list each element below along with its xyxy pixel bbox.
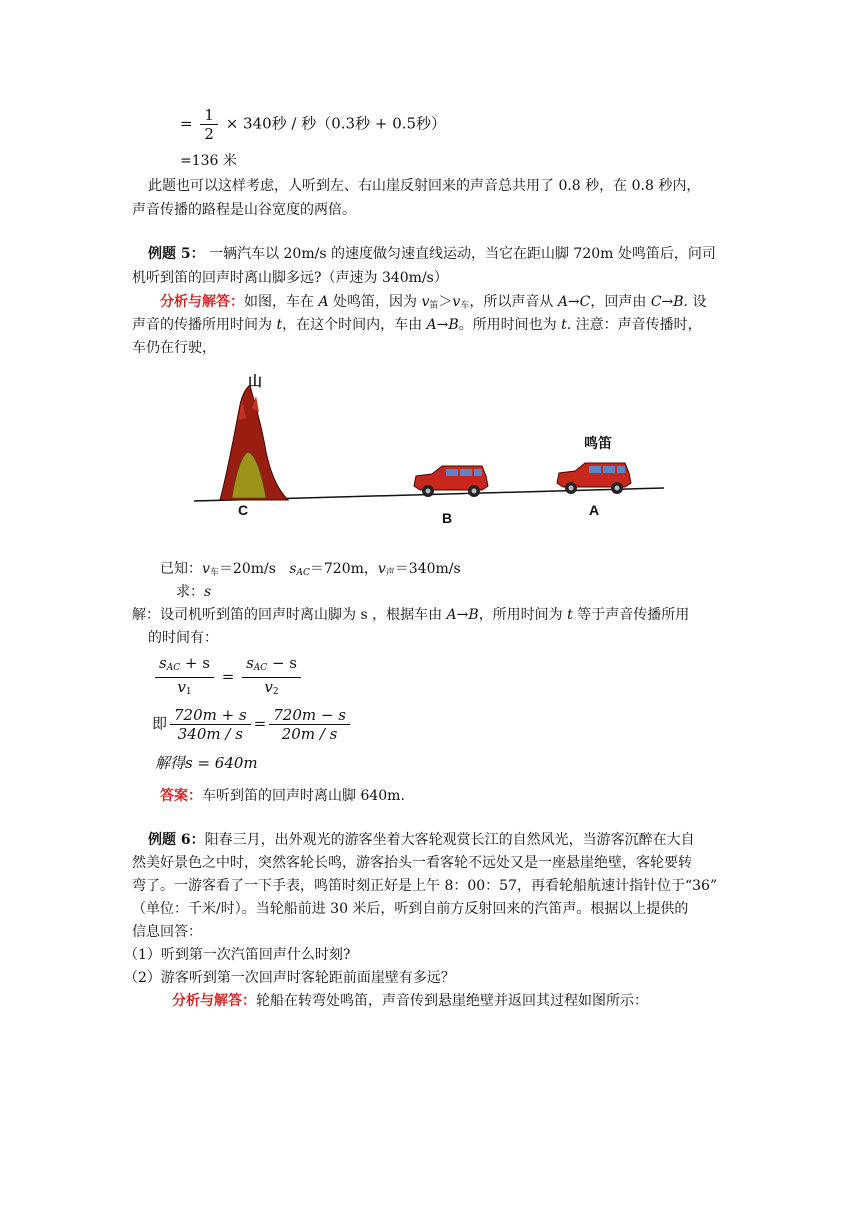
ex6-line-5: 信息回答： <box>132 924 202 940</box>
formula-1: $\frac{s_{AC} + s}{v_1}$ = $\frac{s_{AC} - s}{v_2}$ <box>152 654 304 701</box>
ex5-question-line-2: 机听到笛的回声时离山脚多远?（声速为 340m/s） <box>132 270 448 286</box>
eq-rest: × 340秒 / 秒（0.3秒 + 0.5秒） <box>225 114 447 133</box>
answer-label: 答案： <box>160 788 202 804</box>
ex5-analysis-line-3: 车仍在行驶， <box>132 340 216 356</box>
answer-line: 答案：车听到笛的回声时离山脚 640m. <box>160 788 405 804</box>
ex5-label: 例题 5： <box>148 246 205 262</box>
eq-prefix: = <box>180 114 193 133</box>
ex6-line-1: 例题 6：阳春三月，出外观光的游客坐着大客轮观赏长江的自然风光，当游客沉醉在大自 <box>148 832 695 848</box>
ex6-line-4: （单位：千米/时）。当轮船前进 30 米后，听到自前方反射回来的汽笛声。根据以上提供的 <box>132 901 689 917</box>
analysis-label: 分析与解答： <box>160 294 244 310</box>
ex5-analysis-line-2: 声音的传播所用时间为 t，在这个时间内，车由 A→B。所用时间也为 t. 注意：声音传播时， <box>132 317 702 333</box>
ex6-line-3: 弯了。一游客看了一下手表，鸣笛时刻正好是上午 8：00：57，再看轮船航速计指针位于“36” <box>132 878 718 894</box>
point-a-label: A <box>589 502 600 518</box>
ex6-analysis-label: 分析与解答： <box>172 993 256 1009</box>
top-equation <box>180 106 446 143</box>
ex6-label: 例题 6： <box>148 832 205 848</box>
result-line: =136 米 <box>180 153 237 169</box>
note-line-2: 声音传播的路程是山谷宽度的两倍。 <box>132 202 356 218</box>
formula-2: 即 $\frac{720m + s}{340m / s}$ = $\frac{720m - s}{20m / s}$ <box>152 706 353 743</box>
find-line: 求：s <box>176 584 212 600</box>
known-line: 已知：$v_车=20m/s$ $s_{AC}=720m$，$v_声=340m/s$ <box>160 561 461 578</box>
solution-line-2: 的时间有： <box>148 630 218 646</box>
ex6-question-2: （2）游客听到第一次回声时客轮距前面崖壁有多远？ <box>124 970 455 986</box>
mountain-car-diagram <box>180 360 680 530</box>
point-c-label: C <box>238 502 249 518</box>
ex5-analysis-line-1: 分析与解答：如图，车在 A 处鸣笛，因为 $v_笛>v_车$，所以声音从 A→C，回声由 C→B. 设 <box>160 294 707 311</box>
point-b-label: B <box>442 510 453 526</box>
ex6-analysis: 分析与解答：轮船在转弯处鸣笛，声音传到悬崖绝壁并返回其过程如图所示： <box>172 993 648 1009</box>
ex5-question-line-1: 例题 5： 一辆汽车以 20m/s 的速度做匀速直线运动，当它在距山脚 720m 处鸣笛后，问司 <box>148 246 716 262</box>
horn-label: 鸣笛 <box>584 435 612 451</box>
fraction-half: $\frac{1}{2}$ <box>200 106 218 143</box>
ex6-line-2: 然美好景色之中时，突然客轮长鸣，游客抬头一看客轮不远处又是一座悬崖绝壁，客轮要转 <box>132 855 692 871</box>
note-line-1: 此题也可以这样考虑，人听到左、右山崖反射回来的声音总共用了 0.8 秒，在 0.8 秒内， <box>148 178 701 194</box>
mountain-icon <box>220 385 288 500</box>
solution-line-1: 解：设司机听到笛的回声时离山脚为 s ，根据车由 A→B，所用时间为 t 等于声音传播所用 <box>132 607 690 623</box>
ex6-question-1: （1）听到第一次汽笛回声什么时刻? <box>124 947 351 963</box>
mountain-label: 山 <box>248 374 262 390</box>
car-icon-b <box>414 466 488 497</box>
formula-3: 解得s = 640m <box>155 754 258 772</box>
